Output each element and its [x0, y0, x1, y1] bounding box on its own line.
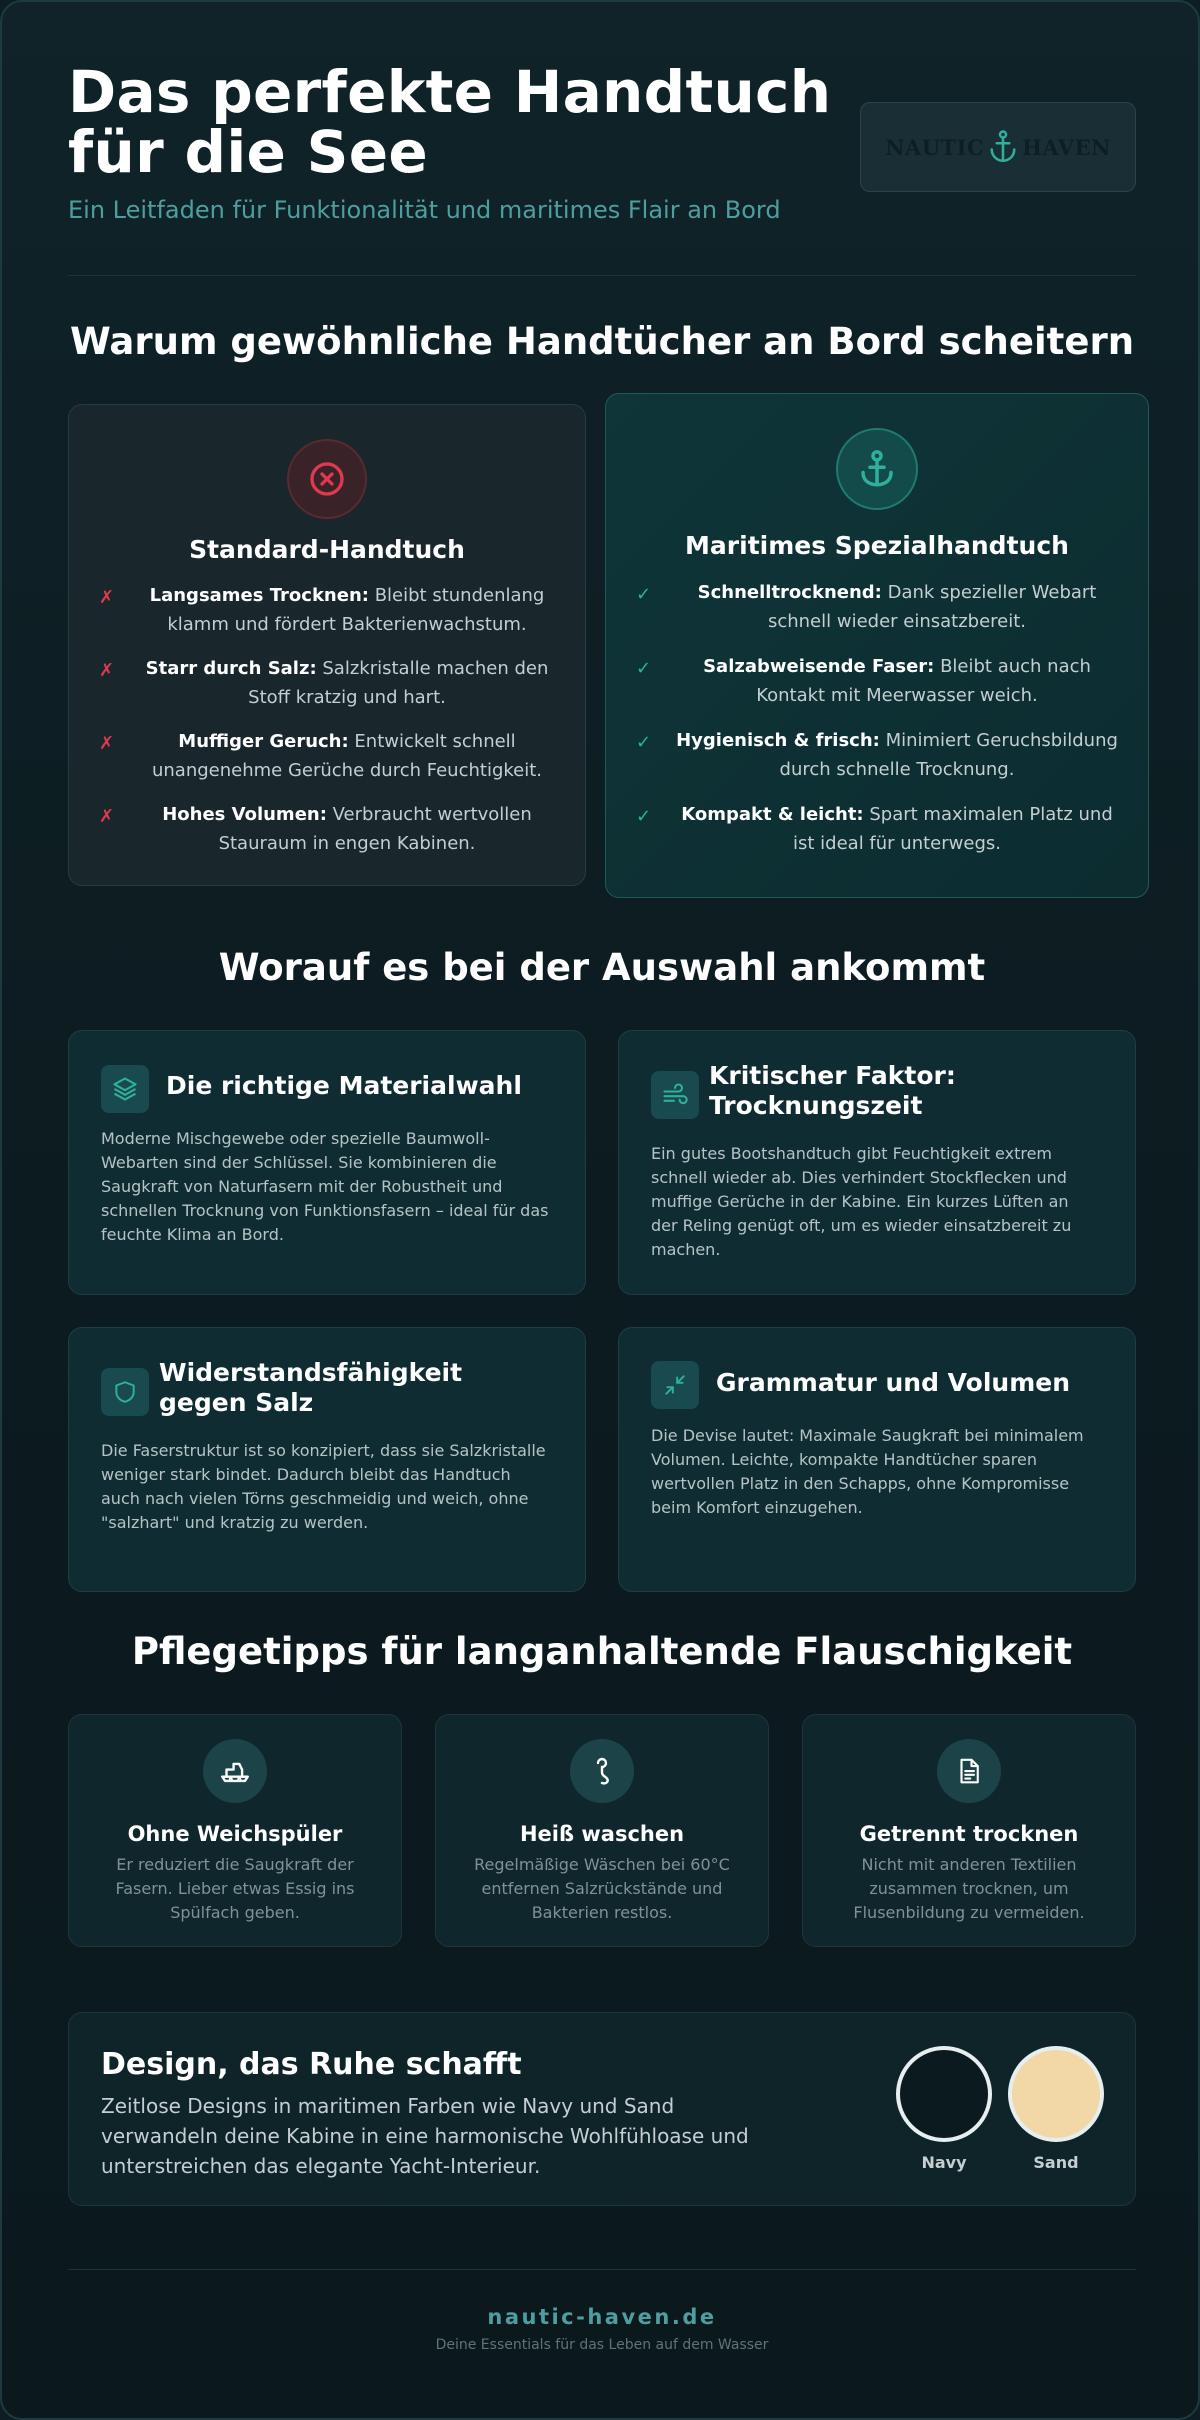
list-item: ✗ Muffiger Geruch: Entwickelt schnell unangenehme Gerüche durch Feuchtigkeit. [99, 731, 543, 781]
footer-site-link[interactable]: nautic-haven.de [487, 2305, 717, 2329]
feature-card-weight [618, 1327, 1136, 1592]
page-subtitle: Ein Leitfaden für Funktionalität und maritimes Flair an Bord [68, 196, 781, 224]
care-card-hot-wash [435, 1714, 769, 1947]
hook-icon [570, 1739, 634, 1803]
care-title: Ohne Weichspüler [127, 1822, 343, 1846]
brand-logo [860, 102, 1136, 192]
list-item: ✗ Langsames Trocknen: Bleibt stundenlang klamm und fördert Bakterienwachstum. [99, 585, 545, 635]
list-item: ✓ Salzabweisende Faser: Bleibt auch nach Kontakt mit Meerwasser weich. [636, 656, 1091, 706]
document-icon [937, 1739, 1001, 1803]
cross-icon: ✗ [99, 806, 115, 827]
list-item: ✓ Kompakt & leicht: Spart maximalen Platz und ist ideal für unterwegs. [636, 804, 1113, 854]
header [68, 58, 1136, 277]
care-text: Er reduziert die Saugkraft der Fasern. Lieber etwas Essig ins Spülfach geben. [115, 1855, 355, 1922]
care-title: Getrennt trocknen [859, 1822, 1079, 1846]
divider [68, 275, 1136, 276]
maritime-towel-heading: Maritimes Spezialhandtuch [685, 531, 1069, 560]
care-card-separate-dry [802, 1714, 1136, 1947]
feature-text: Moderne Mischgewebe oder spezielle Baumwoll-Webarten sind der Schlüssel. Sie kombinieren die Saugkraft von Naturfasern mit der Robustheit und schnellen Trocknung von Funktionsfasern – ideal für das feuchte Klima an Bord. [101, 1129, 549, 1244]
footer-tagline: Deine Essentials für das Leben auf dem Wasser [435, 2337, 769, 2353]
x-circle-icon [287, 439, 367, 519]
logo-text-left: NAUTIC [885, 134, 985, 160]
list-item: ✗ Starr durch Salz: Salzkristalle machen den Stoff kratzig und hart. [99, 658, 549, 708]
layers-icon [101, 1065, 149, 1113]
feature-text: Die Faserstruktur ist so konzipiert, dass sie Salzkristalle weniger stark bindet. Dadurch bleibt das Handtuch auch nach vielen Törns geschmeidig und weich, ohne "salzhart" und kratzig zu werden. [101, 1441, 546, 1532]
feature-title: Widerstandsfähigkeit gegen Salz [159, 1358, 463, 1417]
design-title: Design, das Ruhe schafft [101, 2047, 522, 2082]
standard-towel-heading: Standard-Handtuch [189, 535, 465, 564]
design-text: Zeitlose Designs in maritimen Farben wie Navy und Sand verwandeln deine Kabine in eine harmonische Wohlfühloase und unterstreichen das elegante Yacht-Interieur. [101, 2094, 749, 2178]
compress-icon [651, 1361, 699, 1409]
check-icon: ✓ [636, 806, 652, 827]
boat-icon [203, 1739, 267, 1803]
feature-title: Grammatur und Volumen [716, 1368, 1070, 1397]
color-swatch-sand [1008, 2046, 1104, 2142]
feature-title: Kritischer Faktor: Trocknungszeit [709, 1061, 956, 1120]
care-card-softener [68, 1714, 402, 1947]
feature-title: Die richtige Materialwahl [166, 1071, 522, 1100]
maritime-towel-list [636, 578, 1118, 874]
check-icon: ✓ [636, 658, 652, 679]
section-title-why: Warum gewöhnliche Handtücher an Bord scheitern [69, 320, 1135, 363]
care-text: Nicht mit anderen Textilien zusammen trocknen, um Flusenbildung zu vermeiden. [853, 1855, 1085, 1922]
care-title: Heiß waschen [519, 1822, 685, 1846]
logo-text-right: HAVEN [1022, 134, 1111, 160]
cross-icon: ✗ [99, 587, 115, 608]
swatch-label: Sand [1033, 2153, 1079, 2172]
maritime-towel-card [605, 393, 1149, 898]
color-swatch-navy [896, 2046, 992, 2142]
page-title: Das perfekte Handtuch für die See [68, 58, 832, 186]
check-icon: ✓ [636, 732, 652, 753]
anchor-icon [988, 129, 1018, 165]
feature-text: Die Devise lautet: Maximale Saugkraft bei minimalem Volumen. Leichte, kompakte Handtücher sparen wertvollen Platz in den Schapps, ohne Kompromisse beim Komfort einzugehen. [651, 1426, 1084, 1517]
design-section [68, 2012, 1136, 2206]
shield-icon [101, 1368, 149, 1416]
section-title-care: Pflegetipps für langanhaltende Flauschigkeit [131, 1630, 1073, 1673]
divider [68, 2269, 1136, 2270]
cross-icon: ✗ [99, 660, 115, 681]
anchor-icon [836, 428, 918, 510]
list-item: ✓ Hygienisch & frisch: Minimiert Geruchsbildung durch schnelle Trocknung. [636, 730, 1118, 780]
feature-card-drying [618, 1030, 1136, 1295]
standard-towel-list [99, 581, 555, 873]
section-title-selection: Worauf es bei der Auswahl ankommt [218, 946, 986, 989]
swatch-label: Navy [921, 2153, 967, 2172]
check-icon: ✓ [636, 584, 652, 605]
cross-icon: ✗ [99, 733, 115, 754]
feature-card-salt [68, 1327, 586, 1592]
care-text: Regelmäßige Wäschen bei 60°C entfernen Salzrückstände und Bakterien restlos. [474, 1855, 730, 1922]
wind-icon [651, 1071, 699, 1119]
list-item: ✗ Hohes Volumen: Verbraucht wertvollen Stauraum in engen Kabinen. [99, 804, 532, 854]
list-item: ✓ Schnelltrocknend: Dank spezieller Webart schnell wieder einsatzbereit. [636, 582, 1097, 632]
standard-towel-card [68, 404, 586, 886]
feature-card-material [68, 1030, 586, 1295]
feature-text: Ein gutes Bootshandtuch gibt Feuchtigkeit extrem schnell wieder ab. Dies verhindert Stockflecken und muffige Gerüche in der Kabine. Ein kurzes Lüften an der Reling genügt oft, um es wieder einsatzbereit zu machen. [651, 1144, 1072, 1259]
